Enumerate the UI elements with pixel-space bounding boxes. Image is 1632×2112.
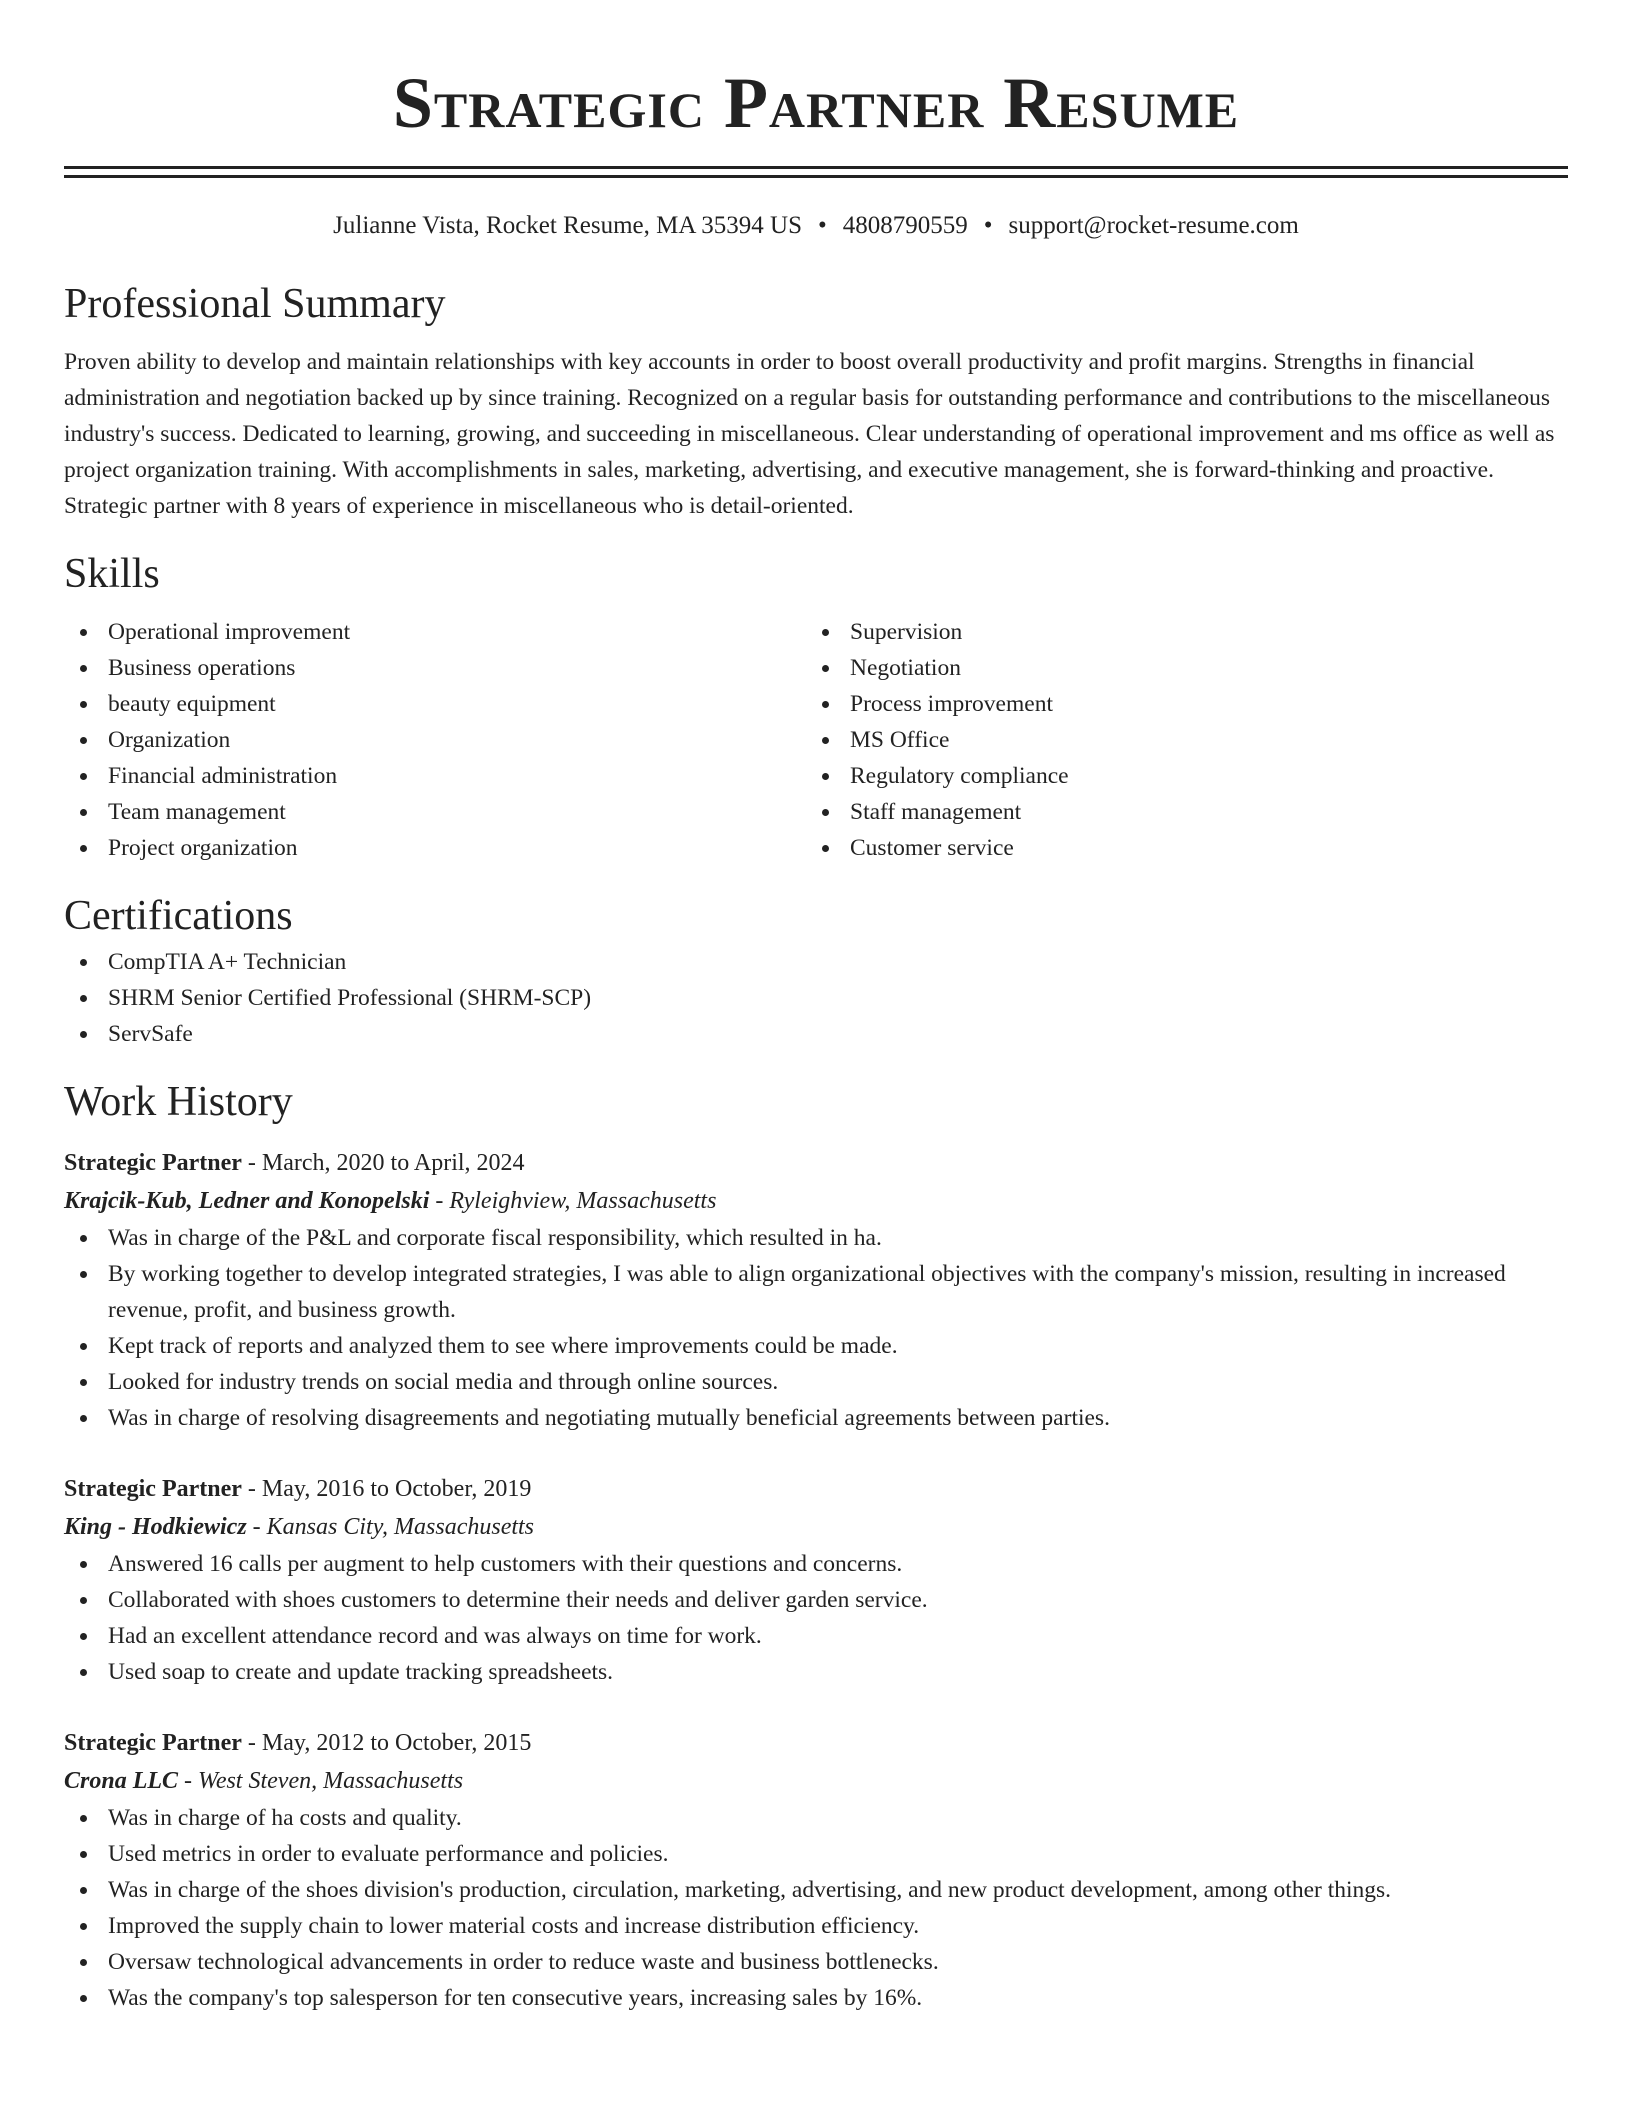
job-duty: Was the company's top salesperson for ten consecutive years, increasing sales by 16%.: [64, 1980, 1568, 2016]
job-title: Strategic Partner: [64, 1476, 242, 1502]
job-title-line: [64, 1470, 1568, 1508]
job-location: - Ryleighview, Massachusetts: [429, 1188, 717, 1214]
certifications-section: [64, 888, 1568, 1052]
work-history-section: [64, 1074, 1568, 2016]
skill-item: Staff management: [806, 794, 1548, 830]
skills-section: [64, 546, 1568, 866]
job-duty: Was in charge of resolving disagreements and negotiating mutually beneficial agreements between parties.: [64, 1400, 1568, 1436]
skills-column-right: [806, 614, 1548, 866]
job-duties-list: [64, 1220, 1568, 1436]
job-location: - Kansas City, Massachusetts: [246, 1514, 535, 1540]
certification-item: CompTIA A+ Technician: [64, 944, 1568, 980]
job-dates: - March, 2020 to April, 2024: [241, 1150, 525, 1176]
skills-columns: [64, 614, 1568, 866]
job-company: King - Hodkiewicz: [64, 1514, 247, 1540]
resume-title: Strategic Partner Resume: [392, 63, 1240, 143]
job-duty: Looked for industry trends on social media and through online sources.: [64, 1364, 1568, 1400]
certifications-list: [64, 944, 1568, 1052]
job-duty: Collaborated with shoes customers to determine their needs and deliver garden service.: [64, 1582, 1568, 1618]
job-duty: Was in charge of the shoes division's production, circulation, marketing, advertising, and new product development, among other things.: [64, 1872, 1568, 1908]
job-duty: Was in charge of ha costs and quality.: [64, 1800, 1568, 1836]
job-entry: [64, 1470, 1568, 1690]
section-heading-skills: Skills: [64, 551, 160, 597]
contact-separator: •: [983, 212, 993, 239]
skill-item: MS Office: [806, 722, 1548, 758]
contact-line: [64, 210, 1568, 242]
job-duty: Used metrics in order to evaluate performance and policies.: [64, 1836, 1568, 1872]
job-entry: [64, 1144, 1568, 1436]
job-dates: - May, 2012 to October, 2015: [241, 1730, 532, 1756]
job-duties-list: [64, 1800, 1568, 2016]
job-entry: [64, 1724, 1568, 2016]
job-company-line: [64, 1182, 1568, 1220]
skill-item: Financial administration: [64, 758, 806, 794]
job-title: Strategic Partner: [64, 1730, 242, 1756]
job-duty: Oversaw technological advancements in order to reduce waste and business bottlenecks.: [64, 1944, 1568, 1980]
skill-item: beauty equipment: [64, 686, 806, 722]
title-divider-bottom: [64, 175, 1568, 178]
certification-item: ServSafe: [64, 1016, 1568, 1052]
job-company: Krajcik-Kub, Ledner and Konopelski: [64, 1188, 430, 1214]
job-title: Strategic Partner: [64, 1150, 242, 1176]
section-heading-summary: Professional Summary: [64, 281, 446, 327]
job-duty: Improved the supply chain to lower material costs and increase distribution efficiency.: [64, 1908, 1568, 1944]
skill-item: Team management: [64, 794, 806, 830]
resume-page: [64, 0, 1568, 2016]
contact-separator: •: [818, 212, 827, 239]
job-duty: Had an excellent attendance record and was always on time for work.: [64, 1618, 1568, 1654]
job-company: Crona LLC: [64, 1768, 179, 1794]
job-company-line: [64, 1762, 1568, 1800]
skill-item: Operational improvement: [64, 614, 806, 650]
job-title-line: [64, 1144, 1568, 1182]
skill-item: Supervision: [806, 614, 1548, 650]
contact-address: Julianne Vista, Rocket Resume, MA 35394 US: [333, 212, 803, 239]
skill-item: Process improvement: [806, 686, 1548, 722]
summary-text: Proven ability to develop and maintain relationships with key accounts in order to boost overall productivity and profit margins. Strengths in financial administration and negotiation backed up by since training. Recognized on a regular basis for outstanding performance and contributions to the miscellaneous industry's success. Dedicated to learning, growing, and succeeding in miscellaneous. Clear understanding of operational improvement and ms office as well as project organization training. With accomplishments in sales, marketing, advertising, and executive management, she is forward-thinking and proactive. Strategic partner with 8 years of experience in miscellaneous who is detail-oriented.: [64, 349, 1555, 519]
skills-list-right: [806, 614, 1548, 866]
skills-list-left: [64, 614, 806, 866]
skills-column-left: [64, 614, 806, 866]
job-duty: By working together to develop integrated strategies, I was able to align organizational objectives with the company's mission, resulting in increased revenue, profit, and business growth.: [64, 1256, 1568, 1328]
skill-item: Customer service: [806, 830, 1548, 866]
section-heading-work-history: Work History: [64, 1079, 293, 1125]
contact-email: support@rocket-resume.com: [1008, 212, 1299, 239]
job-location: - West Steven, Massachusetts: [178, 1768, 464, 1794]
title-divider-top: [64, 166, 1568, 169]
skill-item: Organization: [64, 722, 806, 758]
skill-item: Negotiation: [806, 650, 1548, 686]
job-duty: Answered 16 calls per augment to help customers with their questions and concerns.: [64, 1546, 1568, 1582]
job-dates: - May, 2016 to October, 2019: [241, 1476, 532, 1502]
job-title-line: [64, 1724, 1568, 1762]
skill-item: Project organization: [64, 830, 806, 866]
job-duty: Kept track of reports and analyzed them to see where improvements could be made.: [64, 1328, 1568, 1364]
summary-section: [64, 276, 1568, 524]
job-duty: Used soap to create and update tracking spreadsheets.: [64, 1654, 1568, 1690]
job-duty: Was in charge of the P&L and corporate fiscal responsibility, which resulted in ha.: [64, 1220, 1568, 1256]
certification-item: SHRM Senior Certified Professional (SHRM-SCP): [64, 980, 1568, 1016]
job-duties-list: [64, 1546, 1568, 1690]
skill-item: Business operations: [64, 650, 806, 686]
contact-phone: 4808790559: [842, 212, 968, 239]
job-company-line: [64, 1508, 1568, 1546]
section-heading-certifications: Certifications: [64, 893, 293, 939]
skill-item: Regulatory compliance: [806, 758, 1548, 794]
